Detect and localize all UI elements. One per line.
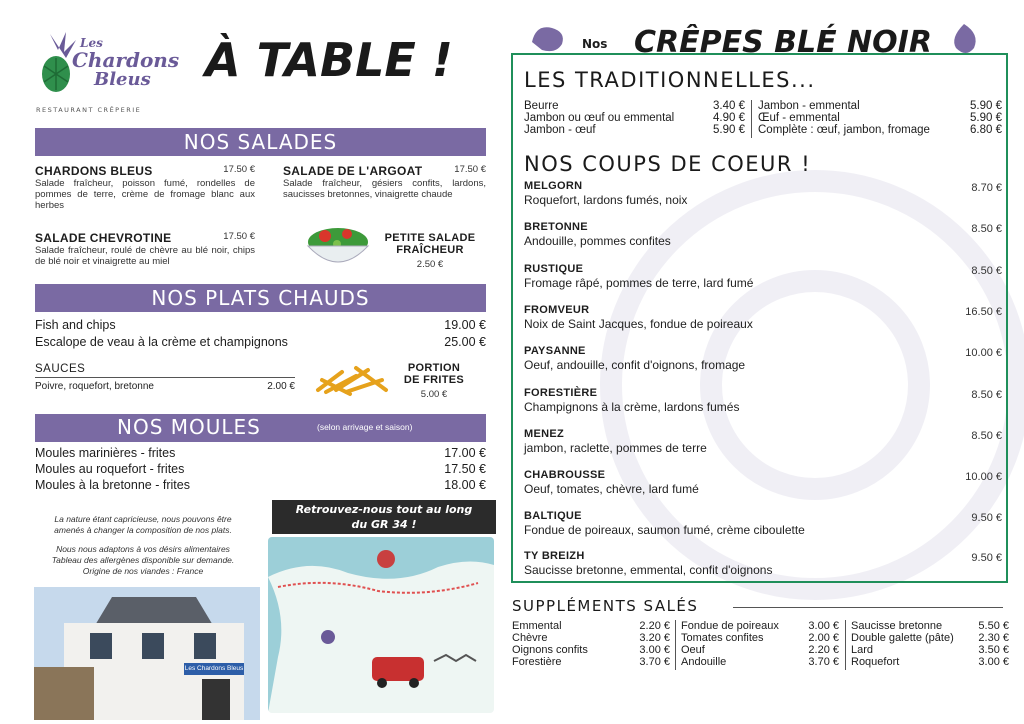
coeur-item: [524, 180, 1002, 207]
coeur-price: 8.50 €: [971, 265, 1002, 277]
plat-price: 19.00 €: [444, 318, 486, 332]
coeur-desc: Noix de Saint Jacques, fondue de poireaux: [524, 317, 753, 331]
coeur-item: [524, 510, 1002, 537]
petite-salade-line1: PETITE SALADE: [384, 232, 476, 244]
trad-name: Jambon - œuf: [524, 124, 596, 136]
trad-price: 5.90 €: [713, 124, 745, 136]
coeur-name: MELGORN: [524, 180, 583, 192]
coeur-desc: Oeuf, andouille, confit d'oignons, fromage: [524, 358, 746, 372]
frites-line1: PORTION: [407, 362, 461, 374]
sup-price: 2.20 €: [639, 620, 670, 632]
coeur-item: [524, 221, 1002, 248]
coeur-item: [524, 304, 1002, 331]
salade-desc: Salade fraîcheur, roulé de chèvre au blé noir, chips de blé noir et vinaigrette au miel: [35, 245, 255, 267]
coeur-item: [524, 469, 1002, 496]
coeur-price: 10.00 €: [965, 471, 1002, 483]
salade-price: 17.50 €: [223, 231, 255, 242]
coeur-desc: Fondue de poireaux, saumon fumé, crème ciboulette: [524, 523, 805, 537]
note-line: Tableau des allergènes disponible sur demande.: [51, 555, 235, 565]
coeur-price: 9.50 €: [971, 552, 1002, 564]
coeur-price: 8.50 €: [971, 430, 1002, 442]
gr34-map: [268, 537, 494, 713]
sup-price: 3.00 €: [639, 644, 670, 656]
plat-name: Fish and chips: [35, 318, 116, 332]
trad-price: 5.90 €: [970, 100, 1002, 112]
salade-desc: Salade fraîcheur, poisson fumé, rondelles de pommes de terre, crème de fromage blanc aux herbes: [35, 178, 255, 211]
trad-left: [524, 100, 745, 136]
plat-row: [35, 334, 486, 351]
sup-price: 5.50 €: [978, 620, 1009, 632]
frites-line2: DE FRITES: [403, 374, 465, 386]
sup-name: Chèvre: [512, 632, 548, 644]
gr34-line2: du GR 34 !: [351, 518, 417, 531]
salade-desc: Salade fraîcheur, gésiers confits, lardons, saucisses bretonnes, vinaigrette chaude: [283, 178, 486, 200]
sup-name: Tomates confites: [681, 632, 764, 644]
supplements-col2: [681, 620, 839, 668]
trad-right: [758, 100, 1002, 136]
sup-price: 3.20 €: [639, 632, 670, 644]
salade-price: 17.50 €: [223, 164, 255, 175]
coeur-name: CHABROUSSE: [524, 469, 606, 481]
sup-price: 3.70 €: [639, 656, 670, 668]
salade-item: [35, 231, 255, 267]
note-line: Nous nous adaptons à vos désirs alimentaires: [56, 544, 230, 554]
sup-price: 3.70 €: [808, 656, 839, 668]
trad-name: Complète : œuf, jambon, fromage: [758, 124, 930, 136]
plat-price: 25.00 €: [444, 335, 486, 349]
map-icon: [268, 537, 494, 713]
sauces-block: [35, 363, 295, 392]
plats-heading: NOS PLATS CHAUDS: [35, 284, 486, 312]
coeur-item: [524, 550, 1002, 577]
salade-item: [35, 164, 255, 211]
supplements-col1: [512, 620, 670, 668]
sup-price: 2.20 €: [808, 644, 839, 656]
trad-name: Jambon ou œuf ou emmental: [524, 112, 675, 124]
moules-heading: NOS MOULES: [117, 415, 261, 439]
coeur-price: 8.50 €: [971, 223, 1002, 235]
moule-price: 17.50 €: [444, 462, 486, 476]
sup-name: Lard: [851, 644, 874, 656]
coeur-name: RUSTIQUE: [524, 263, 584, 275]
coeur-price: 8.70 €: [971, 182, 1002, 194]
salade-name: SALADE CHEVROTINE: [35, 231, 172, 245]
sup-price: 2.30 €: [978, 632, 1009, 644]
violet-splash-icon: [528, 22, 568, 56]
trad-price: 3.40 €: [713, 100, 745, 112]
fries-icon: [312, 360, 392, 398]
sup-name: Roquefort: [851, 656, 900, 668]
coeur-price: 9.50 €: [971, 512, 1002, 524]
sup-price: 3.00 €: [808, 620, 839, 632]
logo-line2: Chardons: [72, 48, 180, 72]
coeur-desc: Saucisse bretonne, emmental, confit d'oignons: [524, 563, 773, 577]
sup-name: Fondue de poireaux: [681, 620, 779, 632]
trad-name: Jambon - emmental: [758, 100, 860, 112]
coeur-heading: NOS COUPS DE COEUR !: [524, 152, 812, 176]
supplements-col3: [851, 620, 1009, 668]
trad-name: Beurre: [524, 100, 559, 112]
logo-line3: Bleus: [94, 69, 151, 90]
logo-subtitle: RESTAURANT CRÊPERIE: [36, 106, 142, 114]
coeur-desc: jambon, raclette, pommes de terre: [524, 441, 707, 455]
logo-line1: Les: [80, 36, 103, 50]
moule-row: [35, 445, 486, 461]
moules-heading-bar: [35, 414, 486, 442]
coeur-price: 16.50 €: [965, 306, 1002, 318]
storefront-sign: Les Chardons Bleus: [184, 663, 244, 675]
coeur-item: [524, 387, 1002, 414]
sup-price: 2.00 €: [808, 632, 839, 644]
sauces-price: 2.00 €: [267, 381, 295, 392]
coeur-desc: Oeuf, tomates, chèvre, lard fumé: [524, 482, 699, 496]
salades-heading: NOS SALADES: [35, 128, 486, 156]
moule-name: Moules au roquefort - frites: [35, 462, 185, 476]
sup-divider: [675, 620, 676, 670]
gr34-headline: [272, 500, 496, 534]
coeur-price: 10.00 €: [965, 347, 1002, 359]
coeur-name: FROMVEUR: [524, 304, 590, 316]
sup-name: Emmental: [512, 620, 562, 632]
coeur-name: TY BREIZH: [524, 550, 585, 562]
salad-bowl-icon: [303, 222, 373, 278]
storefront-photo: [34, 587, 260, 720]
coeur-name: MENEZ: [524, 428, 564, 440]
moule-price: 17.00 €: [444, 446, 486, 460]
coeur-item: [524, 428, 1002, 455]
plat-name: Escalope de veau à la crème et champignons: [35, 335, 288, 349]
coeur-name: PAYSANNE: [524, 345, 586, 357]
frites-price: 5.00 €: [420, 389, 448, 400]
sup-name: Andouille: [681, 656, 727, 668]
gr34-line1: Retrouvez-nous tout au long: [295, 503, 473, 516]
coeur-name: FORESTIÈRE: [524, 387, 598, 399]
coeur-item: [524, 345, 1002, 372]
note-line: La nature étant capricieuse, nous pouvons être: [54, 514, 232, 524]
sup-name: Oeuf: [681, 644, 705, 656]
coeur-desc: Andouille, pommes confites: [524, 234, 671, 248]
petite-salade-line2: FRAÎCHEUR: [396, 244, 464, 256]
plats-list: [35, 317, 486, 351]
coeur-item: [524, 263, 1002, 290]
notes: [25, 514, 261, 577]
sup-divider: [845, 620, 846, 670]
petite-salade: [375, 232, 485, 270]
note-line: amenés à changer la composition de nos plats.: [54, 525, 232, 535]
crepes-heading: CRÊPES BLÉ NOIR: [634, 25, 932, 60]
coeur-name: BALTIQUE: [524, 510, 582, 522]
sup-name: Oignons confits: [512, 644, 588, 656]
trad-price: 4.90 €: [713, 112, 745, 124]
trad-divider: [751, 100, 752, 138]
trad-price: 6.80 €: [970, 124, 1002, 136]
sup-name: Forestière: [512, 656, 562, 668]
moule-price: 18.00 €: [444, 478, 486, 492]
page-title: À TABLE !: [205, 33, 453, 87]
trad-price: 5.90 €: [970, 112, 1002, 124]
salade-name: SALADE DE L'ARGOAT: [283, 164, 423, 178]
supplements-heading: SUPPLÉMENTS SALÉS: [512, 597, 699, 615]
salade-name: CHARDONS BLEUS: [35, 164, 153, 178]
frites-block: [393, 362, 475, 400]
coeur-desc: Champignons à la crème, lardons fumés: [524, 400, 740, 414]
moules-list: [35, 445, 486, 493]
logo: [28, 24, 178, 124]
sauces-label: SAUCES: [35, 363, 295, 378]
moule-row: [35, 461, 486, 477]
trad-heading: LES TRADITIONNELLES...: [524, 68, 816, 92]
coeur-name: BRETONNE: [524, 221, 588, 233]
salade-price: 17.50 €: [454, 164, 486, 175]
moule-name: Moules à la bretonne - frites: [35, 478, 190, 492]
coeur-price: 8.50 €: [971, 389, 1002, 401]
petite-salade-price: 2.50 €: [416, 259, 444, 270]
sup-price: 3.50 €: [978, 644, 1009, 656]
moules-note: (selon arrivage et saison): [317, 422, 413, 432]
note-line: Origine de nos viandes : France: [82, 566, 204, 576]
sup-name: Saucisse bretonne: [851, 620, 943, 632]
moule-name: Moules marinières - frites: [35, 446, 176, 460]
supplements-rule: [733, 607, 1003, 608]
salade-item: [283, 164, 486, 200]
moule-row: [35, 477, 486, 493]
coeur-desc: Roquefort, lardons fumés, noix: [524, 193, 688, 207]
crepes-prefix: Nos: [582, 37, 608, 51]
sauces-list: Poivre, roquefort, bretonne: [35, 381, 154, 392]
trad-name: Œuf - emmental: [758, 112, 840, 124]
sup-price: 3.00 €: [978, 656, 1009, 668]
plat-row: [35, 317, 486, 334]
sup-name: Double galette (pâte): [851, 632, 954, 644]
coeur-desc: Fromage râpé, pommes de terre, lard fumé: [524, 276, 754, 290]
